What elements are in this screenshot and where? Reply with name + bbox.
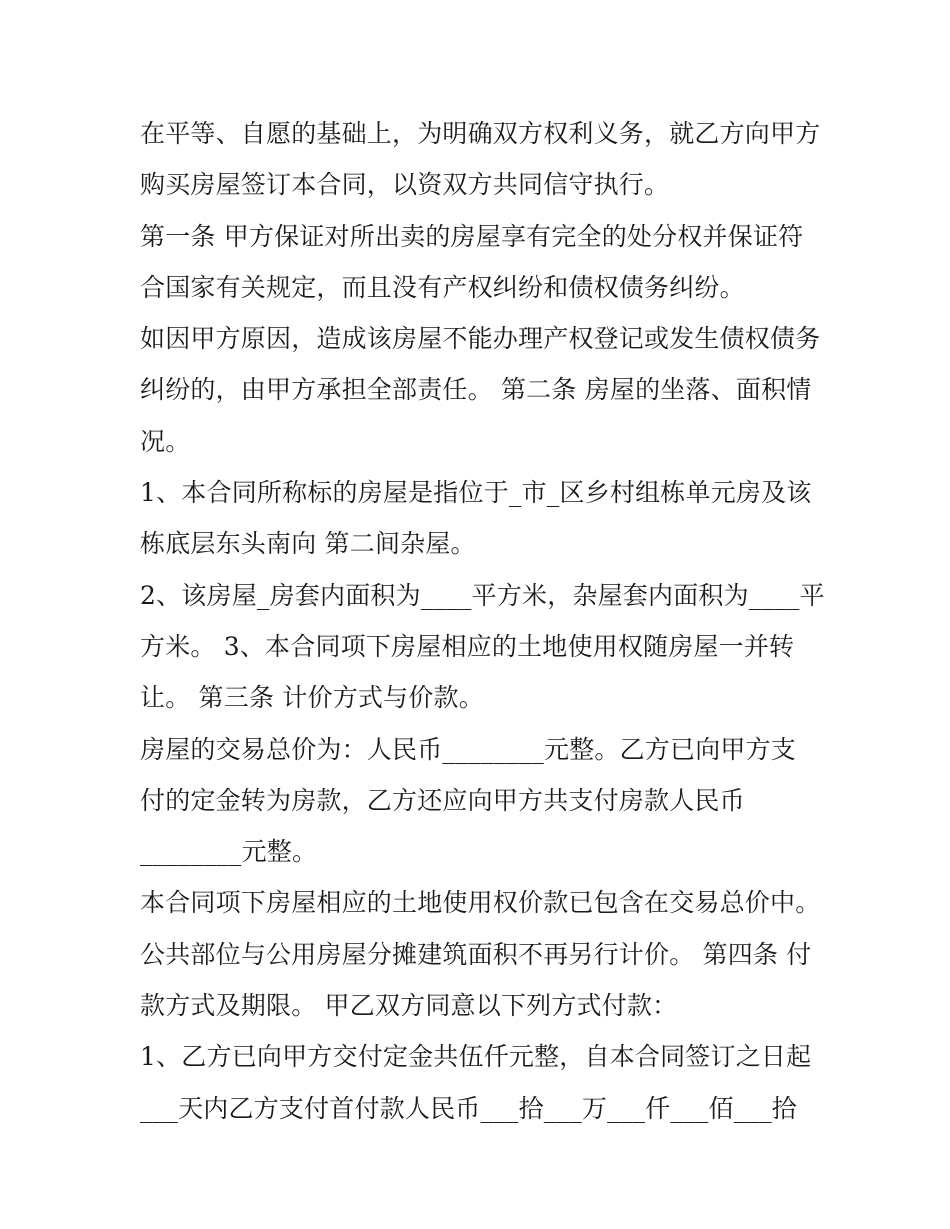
contract-text-body bbox=[140, 108, 825, 1134]
text-line: 纠纷的，由甲方承担全部责任。 第二条 房屋的坐落、面积情 bbox=[140, 375, 812, 405]
text-line: 1、本合同所称标的房屋是指位于_市_区乡村组栋单元房及该 bbox=[140, 478, 812, 508]
text-line: 付的定金转为房款，乙方还应向甲方共支付房款人民币 bbox=[140, 785, 745, 815]
text-line: 购买房屋签订本合同，以资双方共同信守执行。 bbox=[140, 170, 670, 200]
text-line: 让。 第三条 计价方式与价款。 bbox=[140, 683, 484, 713]
text-line: 在平等、自愿的基础上，为明确双方权利义务，就乙方向甲方 bbox=[140, 119, 821, 148]
text-line: 方米。 3、本合同项下房屋相应的土地使用权随房屋一并转 bbox=[140, 631, 795, 661]
text-line: ___天内乙方支付首付款人民币___拾___万___仟___佰___拾 bbox=[140, 1093, 798, 1123]
text-line: 如因甲方原因，造成该房屋不能办理产权登记或发生债权债务 bbox=[140, 324, 821, 354]
text-line: 1、乙方已向甲方交付定金共伍仟元整，自本合同签订之日起 bbox=[140, 1042, 812, 1072]
text-line: 况。 bbox=[140, 426, 191, 456]
text-line: 栋底层东头南向 第二间杂屋。 bbox=[140, 529, 476, 559]
text-line: 合国家有关规定，而且没有产权纠纷和债权债务纠纷。 bbox=[140, 272, 745, 302]
text-line: ________元整。 bbox=[140, 837, 318, 867]
text-line: 本合同项下房屋相应的土地使用权价款已包含在交易总价中。 bbox=[140, 888, 821, 918]
text-line: 第一条 甲方保证对所出卖的房屋享有完全的处分权并保证符 bbox=[140, 221, 804, 251]
text-line: 房屋的交易总价为：人民币________元整。乙方已向甲方支 bbox=[140, 734, 797, 764]
text-line: 公共部位与公用房屋分摊建筑面积不再另行计价。 第四条 付 bbox=[140, 939, 812, 969]
text-line: 2、该房屋_房套内面积为____平方米，杂屋套内面积为____平 bbox=[140, 580, 825, 610]
text-line: 款方式及期限。 甲乙双方同意以下列方式付款： bbox=[140, 991, 678, 1021]
